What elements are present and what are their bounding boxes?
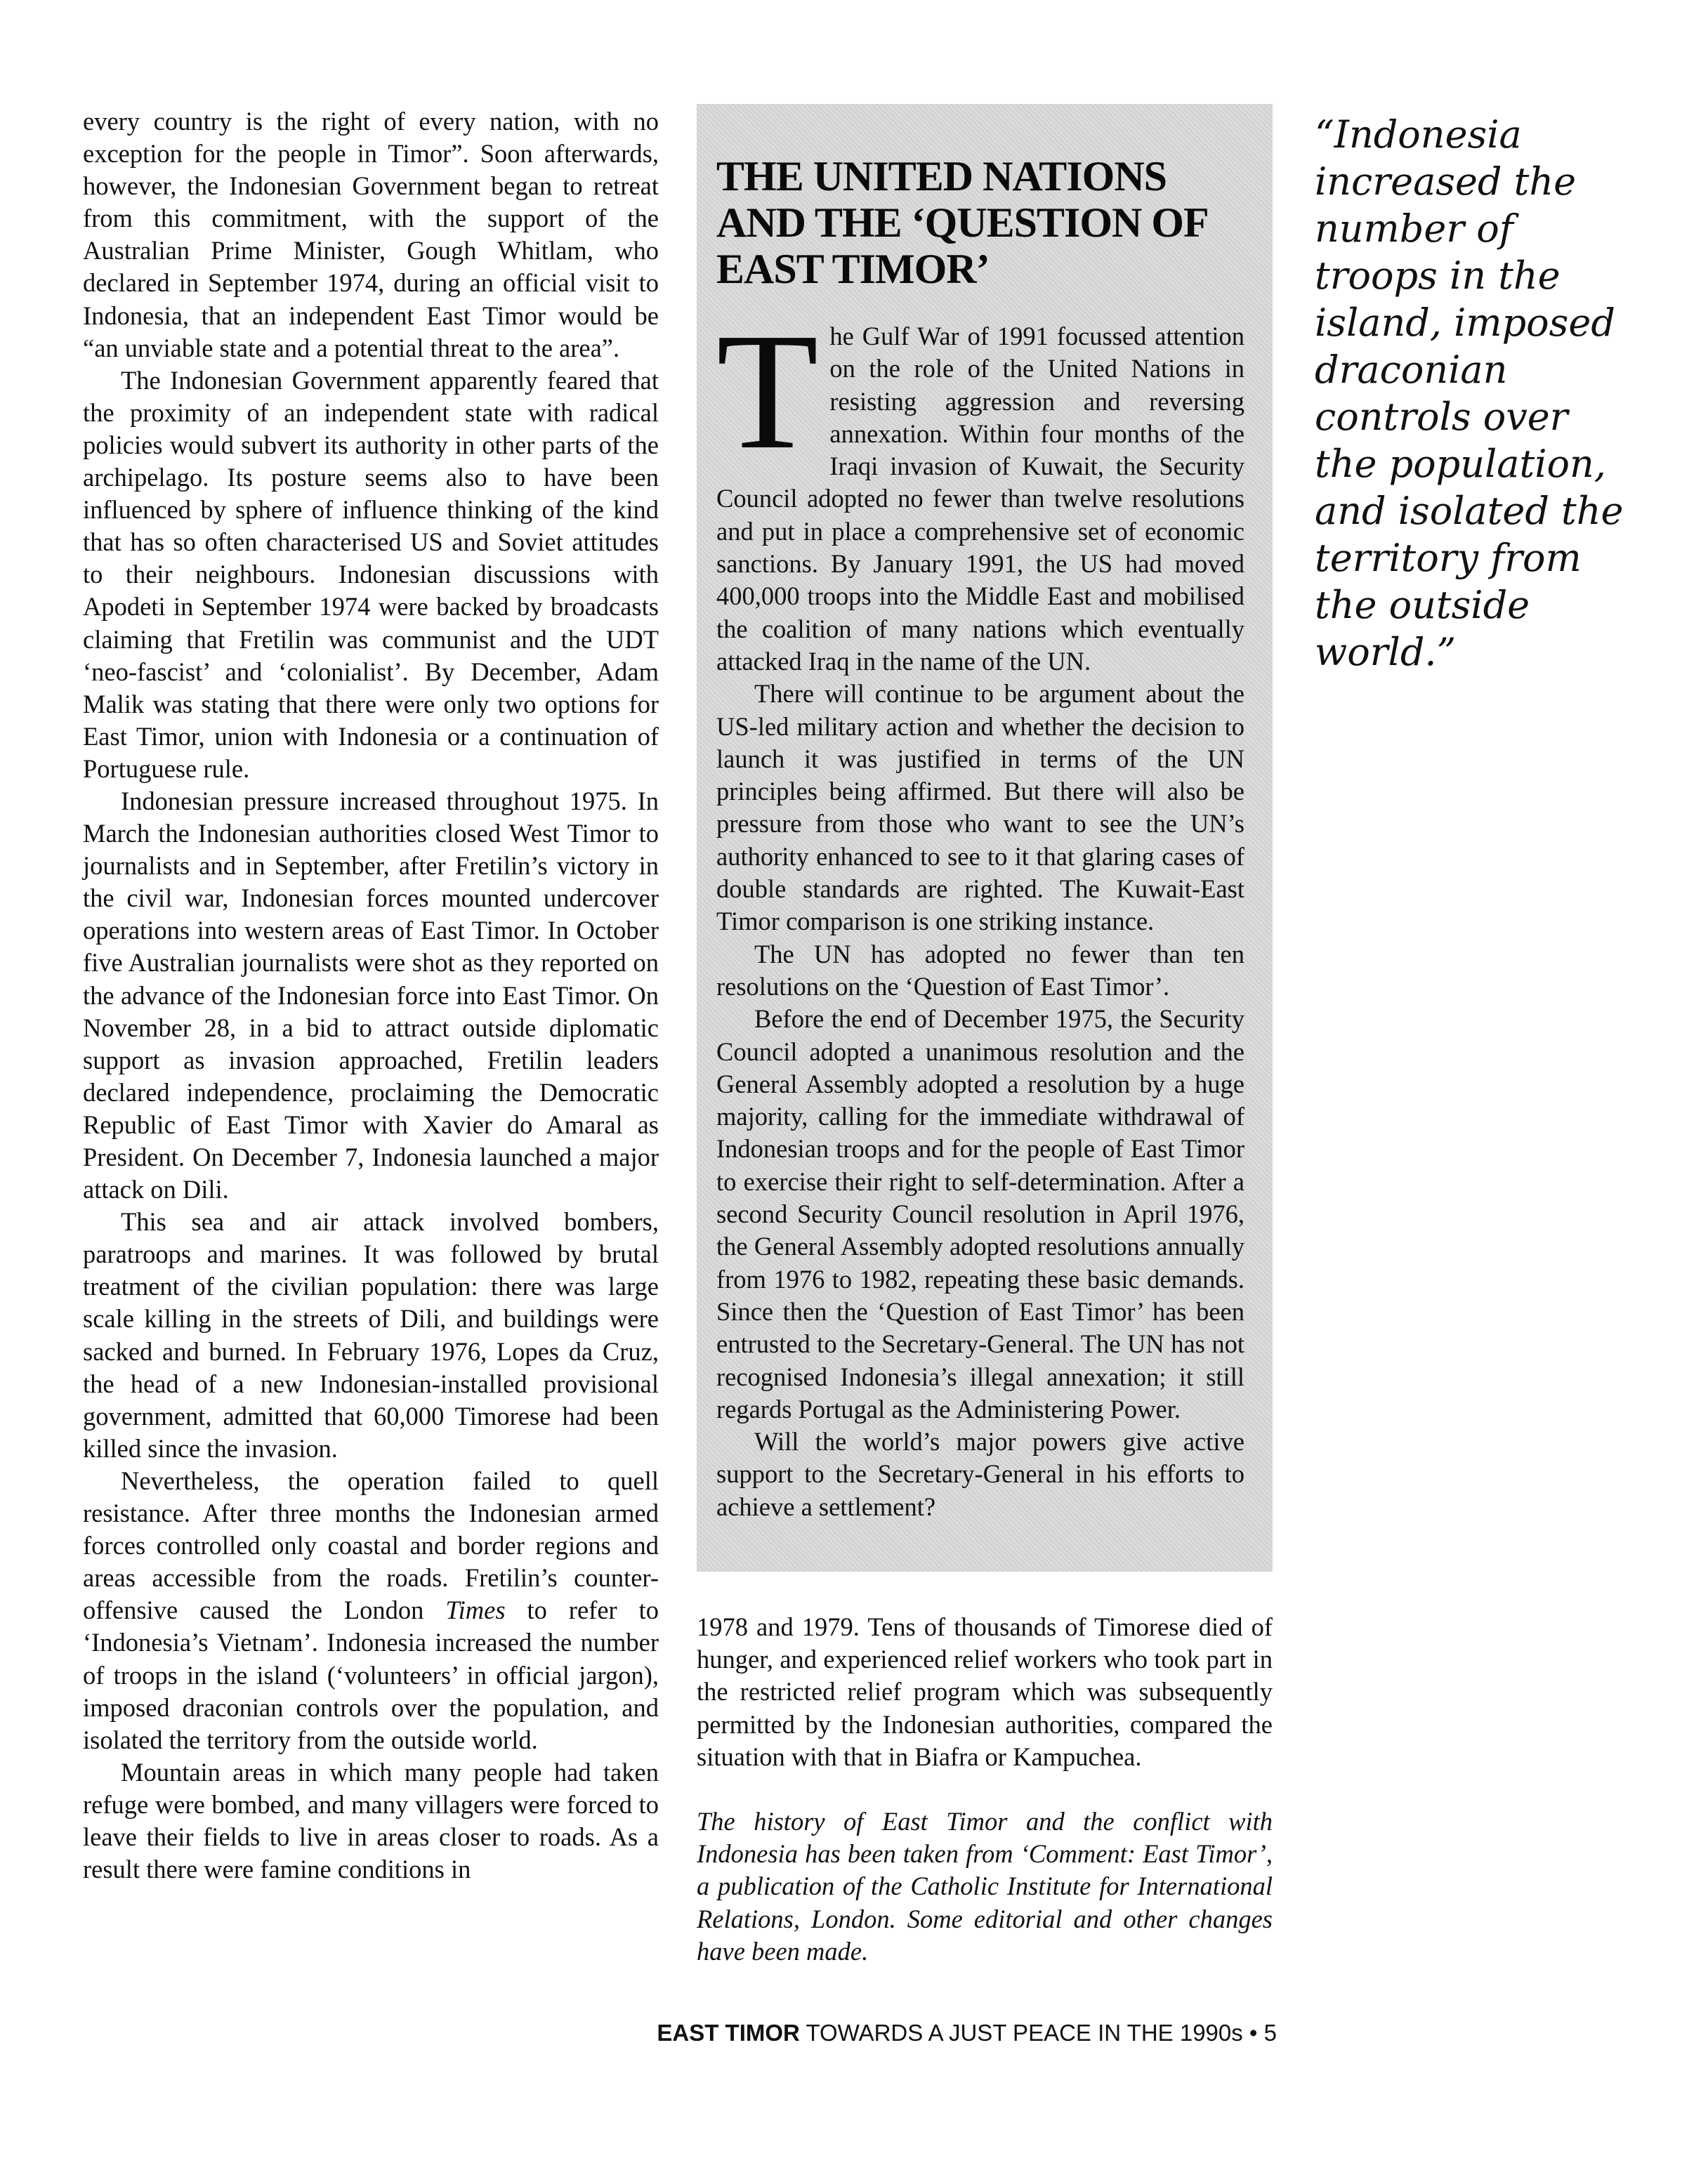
footer-subtitle-page-number: TOWARDS A JUST PEACE IN THE 1990s • 5 — [806, 2020, 1277, 2046]
middle-column-continuation — [697, 1611, 1273, 1968]
un-sidebar-box — [697, 104, 1273, 1572]
text-run: to refer to ‘Indonesia’s Vietnam’. Indonesia increased the number of troops in the island (‘volunteers’ in official jargon), imposed draconian controls over the population, and isolated the territory from the outside world. — [83, 1596, 659, 1754]
text-run: he Gulf War of 1991 focussed attention on the role of the United Nations in resisting aggression and reversing annexation. Within four months of the Iraqi invasion of Kuwait, the Security Council adopted no fewer than twelve resolutions and put in place a comprehensive set of economic sanctions. By January 1991, the US had moved 400,000 troops into the Middle East and mobilised the coalition of many nations which eventually attacked Iraq in the name of the UN. — [716, 322, 1244, 676]
pull-quote: “Indonesia increased the number of troops in the island, imposed draconian controls over the population, and isolated the territory from the outside world.” — [1315, 112, 1624, 674]
source-credit: The history of East Timor and the conflict with Indonesia has been taken from ‘Comment: East Timor’, a publication of the Catholic Institute for International Relations, London. Some editorial and other changes have been made. — [697, 1807, 1273, 1966]
body-paragraph — [83, 1465, 659, 1756]
sidebar-body — [716, 299, 1244, 1523]
body-paragraph: This sea and air attack involved bombers, paratroops and marines. It was followed by brutal treatment of the civilian population: there was large scale killing in the streets of Dili, and buildings were sacked and burned. In February 1976, Lopes da Cruz, the head of a new Indonesian-installed provisional government, admitted that 60,000 Timorese had been killed since the invasion. — [83, 1207, 659, 1463]
body-paragraph: Indonesian pressure increased throughout 1975. In March the Indonesian authorities closed West Timor to journalists and in September, after Fretilin’s victory in the civil war, Indonesian forces mounted undercover operations into western areas of East Timor. In October five Australian journalists were shot as they reported on the advance of the Indonesian force into East Timor. On November 28, in a bid to attract outside diplomatic support as invasion approached, Fretilin leaders declared independence, proclaiming the Democratic Republic of East Timor with Xavier do Amaral as President. On December 7, Indonesia launched a major attack on Dili. — [83, 786, 659, 1204]
sidebar-paragraph: Will the world’s major powers give active support to the Secretary-General in his efforts to achieve a settlement? — [716, 1427, 1244, 1521]
sidebar-paragraph: Before the end of December 1975, the Security Council adopted a unanimous resolution and the General Assembly adopted a resolution by a huge majority, calling for the immediate withdrawal of Indonesian troops and for the people of East Timor to exercise their right to self-determination. After a second Security Council resolution in April 1976, the General Assembly adopted resolutions annually from 1976 to 1982, repeating these basic demands. Since then the ‘Question of East Timor’ has been entrusted to the Secretary-General. The UN has not recognised Indonesia’s illegal annexation; it still regards Portugal as the Administering Power. — [716, 1004, 1244, 1423]
body-paragraph: 1978 and 1979. Tens of thousands of Timorese died of hunger, and experienced relief workers who took part in the restricted relief program which was subsequently permitted by the Indonesian authorities, compared the situation with that in Biafra or Kampuchea. — [697, 1612, 1273, 1771]
text-run: Nevertheless, the operation failed to quell resistance. After three months the Indonesian armed forces controlled only coastal and border regions and areas accessible from the roads. Fretilin’s counter-offensive caused the London — [83, 1466, 659, 1625]
body-paragraph: The Indonesian Government apparently feared that the proximity of an independent state with radical policies would subvert its authority in other parts of the archipelago. Its posture seems also to have been influenced by sphere of influence thinking of the kind that has so often characterised US and Soviet attitudes to their neighbours. Indonesian discussions with Apodeti in September 1974 were backed by broadcasts claiming that Fretilin was communist and the UDT ‘neo-fascist’ and ‘colonialist’. By December, Adam Malik was stating that there were only two options for East Timor, union with Indonesia or a continuation of Portuguese rule. — [83, 365, 659, 783]
publication-name: Times — [445, 1596, 506, 1625]
body-paragraph: every country is the right of every nation, with no exception for the people in Timor”. Soon afterwards, however, the Indonesian Government began to retreat from this commitment, with the support of the Australian Prime Minister, Gough Whitlam, who declared in September 1974, during an official visit to Indonesia, that an independent East Timor would be “an unviable state and a potential threat to the area”. — [83, 107, 659, 362]
sidebar-paragraph — [716, 299, 1244, 678]
sidebar-paragraph: The UN has adopted no fewer than ten resolutions on the ‘Question of East Timor’. — [716, 939, 1244, 1001]
page-footer — [652, 2020, 1277, 2046]
left-column — [83, 105, 659, 1886]
sidebar-paragraph: There will continue to be argument about the US-led military action and whether the decision to launch it was justified in terms of the UN principles being affirmed. But there will also be pressure from those who want to see the UN’s authority enhanced to see to it that glaring cases of double standards are righted. The Kuwait-East Timor comparison is one striking instance. — [716, 679, 1244, 936]
footer-publication-title: EAST TIMOR — [657, 2020, 800, 2046]
drop-cap: T — [716, 299, 819, 484]
sidebar-title: THE UNITED NATIONS AND THE ‘QUESTION OF EAST TIMOR’ — [716, 153, 1207, 292]
body-paragraph: Mountain areas in which many people had taken refuge were bombed, and many villagers were forced to leave their fields to live in areas closer to roads. As a result there were famine conditions in — [83, 1757, 659, 1884]
